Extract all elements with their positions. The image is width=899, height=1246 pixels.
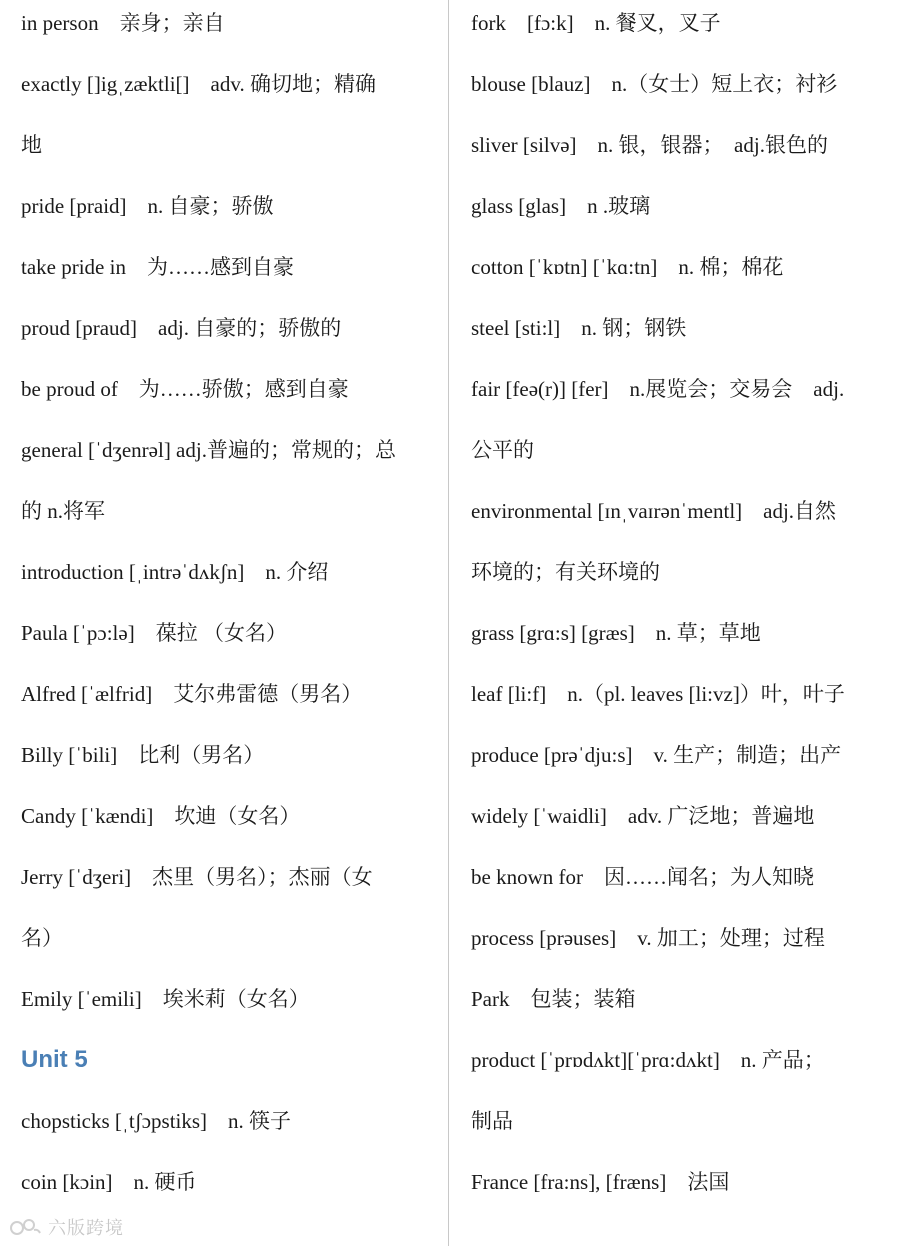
vocab-line: France [fra:ns], [fræns] 法国 — [471, 1170, 730, 1194]
vocab-line: Emily [ˈemili] 埃米莉（女名） — [21, 987, 310, 1011]
vocab-line: chopsticks [ˌtʃɔpstiks] n. 筷子 — [21, 1109, 292, 1133]
vocab-line: Billy [ˈbili] 比利（男名） — [21, 743, 265, 767]
vocab-line: fair [feə(r)] [fer] n.展览会；交易会 adj. — [471, 377, 845, 401]
vocab-line: 环境的；有关环境的 — [471, 560, 660, 584]
vocab-line: environmental [ɪnˌvaɪrənˈmentl] adj.自然 — [471, 499, 837, 523]
vocab-line: take pride in 为……感到自豪 — [21, 255, 294, 279]
left-column — [21, 0, 433, 1246]
unit-heading: Unit 5 — [21, 1046, 88, 1073]
vocab-line: introduction [ˌintrəˈdʌkʃn] n. 介绍 — [21, 560, 329, 584]
vocab-line: Jerry [ˈdʒeri] 杰里（男名）；杰丽（女 — [21, 865, 373, 889]
vocab-line: be known for 因……闻名；为人知晓 — [471, 865, 814, 889]
vocab-line: exactly []igˌzæktli[] adv. 确切地；精确 — [21, 72, 376, 96]
vocab-line: produce [prəˈdju:s] v. 生产；制造；出产 — [471, 743, 842, 767]
watermark-text: 六版跨境 — [48, 1218, 124, 1239]
vocab-line: process [prəuses] v. 加工；处理；过程 — [471, 926, 825, 950]
vocab-line: coin [kɔin] n. 硬币 — [21, 1170, 197, 1194]
vocab-line: 公平的 — [471, 438, 534, 462]
vocab-line: 地 — [21, 133, 42, 157]
vocab-line: Park 包装；装箱 — [471, 987, 636, 1011]
vocab-line: glass [glas] n .玻璃 — [471, 194, 651, 218]
vocab-line: leaf [li:f] n.（pl. leaves [li:vz]）叶，叶子 — [471, 682, 845, 706]
vocab-line: grass [grɑ:s] [græs] n. 草；草地 — [471, 621, 761, 645]
watermark — [8, 1214, 124, 1240]
column-divider — [448, 0, 449, 1246]
vocab-line: widely [ˈwaidli] adv. 广泛地；普遍地 — [471, 804, 815, 828]
vocab-line: product [ˈprɒdʌkt][ˈprɑ:dʌkt] n. 产品； — [471, 1048, 825, 1072]
vocab-line: blouse [blauz] n.（女士）短上衣；衬衫 — [471, 72, 838, 96]
vocab-line: steel [sti:l] n. 钢；钢铁 — [471, 316, 687, 340]
brand-logo-icon — [8, 1216, 42, 1238]
vocab-line: Paula [ˈpɔ:lə] 葆拉 （女名） — [21, 621, 287, 645]
vocab-line: 的 n.将军 — [21, 499, 105, 523]
vocab-line: cotton [ˈkɒtn] [ˈkɑ:tn] n. 棉；棉花 — [471, 255, 784, 279]
vocab-line: proud [praud] adj. 自豪的；骄傲的 — [21, 316, 342, 340]
vocab-line: Candy [ˈkændi] 坎迪（女名） — [21, 804, 301, 828]
vocab-line: general [ˈdʒenrəl] adj.普遍的；常规的；总 — [21, 438, 396, 462]
vocab-line: fork [fɔ:k] n. 餐叉，叉子 — [471, 11, 721, 35]
vocab-line: in person 亲身；亲自 — [21, 11, 225, 35]
vocab-line: be proud of 为……骄傲；感到自豪 — [21, 377, 349, 401]
vocab-line: pride [praid] n. 自豪；骄傲 — [21, 194, 274, 218]
right-column — [471, 0, 883, 1246]
vocab-line: Alfred [ˈælfrid] 艾尔弗雷德（男名） — [21, 682, 363, 706]
vocab-line: 制品 — [471, 1109, 513, 1133]
vocab-line: sliver [silvə] n. 银，银器； adj.银色的 — [471, 133, 828, 157]
vocab-line: 名） — [21, 926, 63, 950]
